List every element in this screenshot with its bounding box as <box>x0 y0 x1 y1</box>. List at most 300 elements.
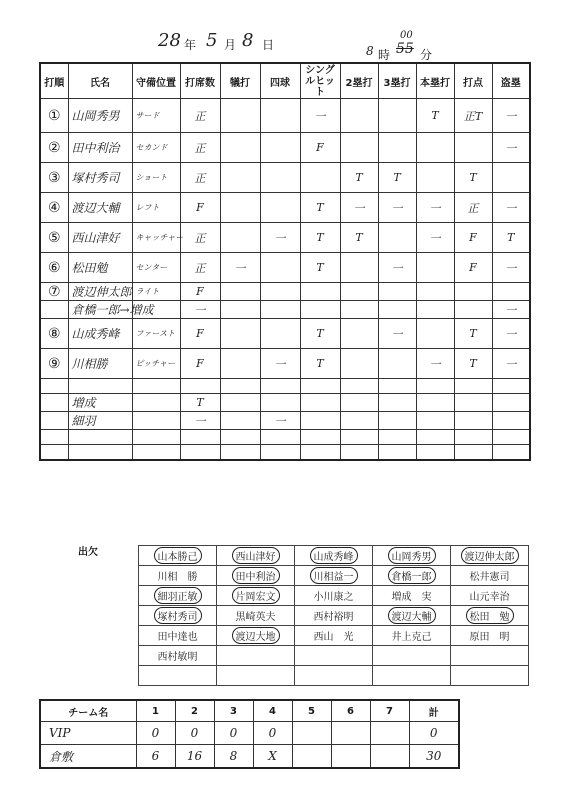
inning-score-cell <box>370 722 409 745</box>
hr-cell <box>416 283 454 301</box>
attendee-name-circled: 松田 勉 <box>466 607 514 624</box>
attendance-cell <box>373 546 451 566</box>
minute-label: 分 <box>420 48 433 62</box>
attendance-cell <box>373 646 451 666</box>
hr-cell <box>416 412 454 430</box>
rbi-cell <box>454 379 492 394</box>
col-inning-2: 2 <box>175 700 214 722</box>
attendance-cell <box>295 606 373 626</box>
line-score-header-row <box>40 700 459 722</box>
attendance-cell <box>217 586 295 606</box>
col-inning-4: 4 <box>253 700 292 722</box>
order-cell: ⑦ <box>40 283 68 301</box>
inning-score-cell: X <box>253 745 292 769</box>
col-plate-appearances: 打席数 <box>180 63 220 99</box>
double-cell <box>340 253 378 283</box>
sacrifice-cell: 一 <box>220 253 260 283</box>
score-row <box>40 133 530 163</box>
attendance-cell <box>217 626 295 646</box>
stolen-base-cell: 一 <box>492 193 530 223</box>
attendee-name-circled: 倉橋一郎 <box>388 567 436 584</box>
attendee-name: 増成 実 <box>391 592 432 603</box>
attendee-name: 原田 明 <box>469 632 510 643</box>
score-row <box>40 163 530 193</box>
pa-cell: F <box>180 319 220 349</box>
single-cell: T <box>300 193 340 223</box>
sacrifice-cell <box>220 319 260 349</box>
order-cell: ⑥ <box>40 253 68 283</box>
pa-cell <box>180 445 220 460</box>
walk-cell <box>260 283 300 301</box>
position-cell: センター <box>132 253 180 283</box>
pa-cell: F <box>180 283 220 301</box>
rbi-cell <box>454 412 492 430</box>
single-cell: T <box>300 349 340 379</box>
player-name-cell: 西山津好 <box>68 223 132 253</box>
attendee-name: 西村裕明 <box>313 612 354 623</box>
score-row <box>40 349 530 379</box>
pa-cell: 一 <box>180 301 220 319</box>
attendee-name: 田中達也 <box>157 632 198 643</box>
attendance-row <box>139 606 529 626</box>
order-cell: ① <box>40 99 68 133</box>
inning-score-cell <box>292 745 331 769</box>
inning-score-cell <box>331 745 370 769</box>
player-name-cell: 渡辺伸太郎 <box>68 283 132 301</box>
attendee-name-circled: 渡辺大地 <box>232 627 280 644</box>
inning-score-cell: 0 <box>253 722 292 745</box>
hour-label: 時 <box>378 48 391 62</box>
position-cell: ライト <box>132 283 180 301</box>
walk-cell: 一 <box>260 412 300 430</box>
col-team: チーム名 <box>40 700 136 722</box>
attendee-name-circled: 田中利治 <box>232 567 280 584</box>
team-score-row <box>40 722 459 745</box>
walk-cell: 一 <box>260 349 300 379</box>
attendee-name: 松井憲司 <box>469 572 510 583</box>
hr-cell <box>416 319 454 349</box>
inning-score-cell <box>370 745 409 769</box>
walk-cell <box>260 319 300 349</box>
pa-cell: 正 <box>180 163 220 193</box>
rbi-cell <box>454 301 492 319</box>
rbi-cell: 正 <box>454 193 492 223</box>
stolen-base-cell <box>492 445 530 460</box>
player-name-cell: 細羽 <box>68 412 132 430</box>
sacrifice-cell <box>220 99 260 133</box>
attendance-cell <box>295 646 373 666</box>
pa-cell: F <box>180 193 220 223</box>
stolen-base-cell: 一 <box>492 301 530 319</box>
attendance-cell <box>451 626 529 646</box>
order-cell: ③ <box>40 163 68 193</box>
sacrifice-cell <box>220 349 260 379</box>
team-name-cell: 倉敷 <box>40 745 136 769</box>
attendance-row <box>139 666 529 686</box>
single-cell <box>300 394 340 412</box>
col-inning-6: 6 <box>331 700 370 722</box>
attendee-name-circled: 細羽正敏 <box>154 587 202 604</box>
minute-note: 00 <box>400 30 413 41</box>
stolen-base-cell <box>492 283 530 301</box>
rbi-cell: T <box>454 319 492 349</box>
position-cell: ショート <box>132 163 180 193</box>
attendee-name: 川相 勝 <box>157 572 198 583</box>
rbi-cell <box>454 283 492 301</box>
stolen-base-cell: T <box>492 223 530 253</box>
order-cell: ⑨ <box>40 349 68 379</box>
attendance-cell <box>139 606 217 626</box>
double-cell <box>340 99 378 133</box>
inning-score-cell: 0 <box>175 722 214 745</box>
pa-cell: F <box>180 349 220 379</box>
inning-score-cell: 16 <box>175 745 214 769</box>
triple-cell: 一 <box>378 319 416 349</box>
inning-score-cell <box>292 722 331 745</box>
player-name-cell: 川相勝 <box>68 349 132 379</box>
attendance-cell <box>451 546 529 566</box>
player-name-cell <box>68 430 132 445</box>
score-row <box>40 283 530 301</box>
single-cell: T <box>300 223 340 253</box>
attendance-cell <box>217 646 295 666</box>
stolen-base-cell <box>492 394 530 412</box>
pa-cell: 一 <box>180 412 220 430</box>
score-row <box>40 379 530 394</box>
triple-cell: 一 <box>378 193 416 223</box>
hr-cell: 一 <box>416 349 454 379</box>
order-cell <box>40 430 68 445</box>
order-cell <box>40 412 68 430</box>
position-cell <box>132 430 180 445</box>
double-cell <box>340 349 378 379</box>
score-row <box>40 253 530 283</box>
player-name-cell: 松田勉 <box>68 253 132 283</box>
player-name-cell <box>68 379 132 394</box>
double-cell <box>340 283 378 301</box>
triple-cell <box>378 99 416 133</box>
hour-value: 8 <box>366 44 374 58</box>
player-name-cell: 倉橋一郎→増成 <box>68 301 132 319</box>
walk-cell <box>260 445 300 460</box>
attendance-cell <box>373 666 451 686</box>
col-double: 2塁打 <box>340 63 378 99</box>
attendance-row <box>139 586 529 606</box>
day-label: 日 <box>262 38 275 52</box>
position-cell: キャッチャー <box>132 223 180 253</box>
attendance-cell <box>373 606 451 626</box>
score-row <box>40 319 530 349</box>
score-row <box>40 394 530 412</box>
position-cell <box>132 445 180 460</box>
col-inning-7: 7 <box>370 700 409 722</box>
player-name-cell: 田中利治 <box>68 133 132 163</box>
score-row <box>40 193 530 223</box>
pa-cell: 正 <box>180 223 220 253</box>
line-score-table <box>39 699 460 769</box>
walk-cell <box>260 193 300 223</box>
position-cell: レフト <box>132 193 180 223</box>
attendance-label: 出欠 <box>78 547 98 558</box>
triple-cell <box>378 445 416 460</box>
order-cell <box>40 445 68 460</box>
sacrifice-cell <box>220 283 260 301</box>
stolen-base-cell: 一 <box>492 133 530 163</box>
attendee-name-circled: 片岡宏文 <box>232 587 280 604</box>
score-row <box>40 301 530 319</box>
rbi-cell: F <box>454 253 492 283</box>
date-time-line <box>150 30 450 60</box>
attendance-cell <box>451 586 529 606</box>
single-cell <box>300 283 340 301</box>
walk-cell <box>260 394 300 412</box>
batting-score-table <box>39 62 531 461</box>
sacrifice-cell <box>220 133 260 163</box>
double-cell <box>340 133 378 163</box>
attendance-cell <box>295 586 373 606</box>
sacrifice-cell <box>220 430 260 445</box>
single-cell <box>300 301 340 319</box>
double-cell: T <box>340 223 378 253</box>
attendance-cell <box>217 666 295 686</box>
position-cell: セカンド <box>132 133 180 163</box>
inning-score-cell: 0 <box>214 722 253 745</box>
stolen-base-cell <box>492 430 530 445</box>
triple-cell <box>378 394 416 412</box>
attendance-cell <box>139 566 217 586</box>
attendance-cell <box>451 566 529 586</box>
double-cell <box>340 445 378 460</box>
triple-cell: 一 <box>378 253 416 283</box>
col-triple: 3塁打 <box>378 63 416 99</box>
rbi-cell <box>454 133 492 163</box>
total-score-cell: 30 <box>409 745 459 769</box>
walk-cell <box>260 133 300 163</box>
pa-cell <box>180 430 220 445</box>
col-order: 打順 <box>40 63 68 99</box>
single-cell <box>300 412 340 430</box>
pa-cell: 正 <box>180 99 220 133</box>
month-label: 月 <box>224 38 237 52</box>
position-cell: ピッチャー <box>132 349 180 379</box>
stolen-base-cell: 一 <box>492 349 530 379</box>
rbi-cell: T <box>454 349 492 379</box>
attendance-cell <box>139 646 217 666</box>
col-single: シングルヒット <box>300 63 340 99</box>
attendee-name-circled: 渡辺伸太郎 <box>461 547 519 564</box>
stolen-base-cell <box>492 412 530 430</box>
attendance-cell <box>295 566 373 586</box>
attendance-cell <box>373 626 451 646</box>
attendee-name-circled: 渡辺大輔 <box>388 607 436 624</box>
triple-cell <box>378 412 416 430</box>
attendance-cell <box>139 666 217 686</box>
double-cell <box>340 301 378 319</box>
hr-cell <box>416 163 454 193</box>
triple-cell <box>378 349 416 379</box>
attendance-cell <box>451 606 529 626</box>
double-cell <box>340 430 378 445</box>
stolen-base-cell: 一 <box>492 319 530 349</box>
walk-cell <box>260 253 300 283</box>
walk-cell <box>260 163 300 193</box>
score-row <box>40 223 530 253</box>
attendance-row <box>139 646 529 666</box>
col-home-run: 本塁打 <box>416 63 454 99</box>
score-row <box>40 445 530 460</box>
attendance-cell <box>295 626 373 646</box>
triple-cell: T <box>378 163 416 193</box>
attendance-cell <box>139 586 217 606</box>
attendance-cell <box>451 646 529 666</box>
attendee-name-circled: 山本勝己 <box>154 547 202 564</box>
order-cell <box>40 301 68 319</box>
attendance-cell <box>451 666 529 686</box>
sacrifice-cell <box>220 301 260 319</box>
team-score-row <box>40 745 459 769</box>
sacrifice-cell <box>220 193 260 223</box>
pa-cell: 正 <box>180 133 220 163</box>
single-cell: T <box>300 253 340 283</box>
double-cell <box>340 379 378 394</box>
day-value: 8 <box>242 30 254 51</box>
stolen-base-cell: 一 <box>492 253 530 283</box>
walk-cell <box>260 99 300 133</box>
single-cell: F <box>300 133 340 163</box>
order-cell: ④ <box>40 193 68 223</box>
col-stolen-base: 盗塁 <box>492 63 530 99</box>
hr-cell: 一 <box>416 193 454 223</box>
attendee-name-circled: 川相益一 <box>310 567 358 584</box>
score-row <box>40 412 530 430</box>
col-walks: 四球 <box>260 63 300 99</box>
hr-cell <box>416 253 454 283</box>
player-name-cell: 渡辺大輔 <box>68 193 132 223</box>
inning-score-cell: 0 <box>136 722 175 745</box>
hr-cell: T <box>416 99 454 133</box>
player-name-cell: 塚村秀司 <box>68 163 132 193</box>
attendance-cell <box>373 566 451 586</box>
walk-cell <box>260 430 300 445</box>
triple-cell <box>378 430 416 445</box>
attendee-name-circled: 山成秀峰 <box>310 547 358 564</box>
year-value: 28 <box>158 30 181 51</box>
player-name-cell: 山成秀峰 <box>68 319 132 349</box>
player-name-cell: 増成 <box>68 394 132 412</box>
order-cell <box>40 394 68 412</box>
double-cell <box>340 394 378 412</box>
stolen-base-cell <box>492 163 530 193</box>
hr-cell <box>416 394 454 412</box>
attendee-name: 西村敏明 <box>157 652 198 663</box>
attendance-cell <box>217 546 295 566</box>
col-total: 計 <box>409 700 459 722</box>
rbi-cell: F <box>454 223 492 253</box>
position-cell <box>132 412 180 430</box>
total-score-cell: 0 <box>409 722 459 745</box>
sacrifice-cell <box>220 394 260 412</box>
position-cell <box>132 394 180 412</box>
col-sacrifice: 犠打 <box>220 63 260 99</box>
team-name-cell: VIP <box>40 722 136 745</box>
player-name-cell: 山岡秀男 <box>68 99 132 133</box>
col-inning-5: 5 <box>292 700 331 722</box>
triple-cell <box>378 223 416 253</box>
walk-cell <box>260 301 300 319</box>
double-cell <box>340 319 378 349</box>
rbi-cell: 正T <box>454 99 492 133</box>
attendee-name: 小川康之 <box>313 592 354 603</box>
inning-score-cell <box>331 722 370 745</box>
inning-score-cell: 8 <box>214 745 253 769</box>
stolen-base-cell <box>492 379 530 394</box>
triple-cell <box>378 301 416 319</box>
attendance-cell <box>139 626 217 646</box>
hr-cell <box>416 379 454 394</box>
hr-cell <box>416 133 454 163</box>
minute-value: 55 <box>396 41 414 57</box>
position-cell: ファースト <box>132 319 180 349</box>
sacrifice-cell <box>220 379 260 394</box>
triple-cell <box>378 379 416 394</box>
rbi-cell <box>454 394 492 412</box>
attendance-cell <box>373 586 451 606</box>
month-value: 5 <box>206 30 218 51</box>
order-cell: ② <box>40 133 68 163</box>
score-row <box>40 99 530 133</box>
hr-cell <box>416 301 454 319</box>
pa-cell <box>180 379 220 394</box>
attendance-cell <box>217 606 295 626</box>
col-inning-1: 1 <box>136 700 175 722</box>
year-label: 年 <box>184 38 197 52</box>
hr-cell: 一 <box>416 223 454 253</box>
position-cell <box>132 379 180 394</box>
score-row <box>40 430 530 445</box>
col-inning-3: 3 <box>214 700 253 722</box>
col-name: 氏名 <box>68 63 132 99</box>
rbi-cell <box>454 430 492 445</box>
pa-cell: T <box>180 394 220 412</box>
double-cell <box>340 412 378 430</box>
col-rbi: 打点 <box>454 63 492 99</box>
rbi-cell <box>454 445 492 460</box>
single-cell <box>300 430 340 445</box>
triple-cell <box>378 133 416 163</box>
sacrifice-cell <box>220 163 260 193</box>
walk-cell <box>260 379 300 394</box>
rbi-cell: T <box>454 163 492 193</box>
player-name-cell <box>68 445 132 460</box>
attendance-row <box>139 566 529 586</box>
score-header-row <box>40 63 530 99</box>
attendance-row <box>139 546 529 566</box>
double-cell: T <box>340 163 378 193</box>
attendance-cell <box>217 566 295 586</box>
attendee-name-circled: 山岡秀男 <box>388 547 436 564</box>
single-cell <box>300 163 340 193</box>
attendee-name-circled: 西山津好 <box>232 547 280 564</box>
position-cell: サード <box>132 99 180 133</box>
order-cell: ⑧ <box>40 319 68 349</box>
single-cell: 一 <box>300 99 340 133</box>
attendance-cell <box>295 546 373 566</box>
sacrifice-cell <box>220 223 260 253</box>
attendance-row <box>139 626 529 646</box>
attendee-name: 黒崎英夫 <box>235 612 276 623</box>
double-cell: 一 <box>340 193 378 223</box>
attendee-name: 西山 光 <box>313 632 354 643</box>
